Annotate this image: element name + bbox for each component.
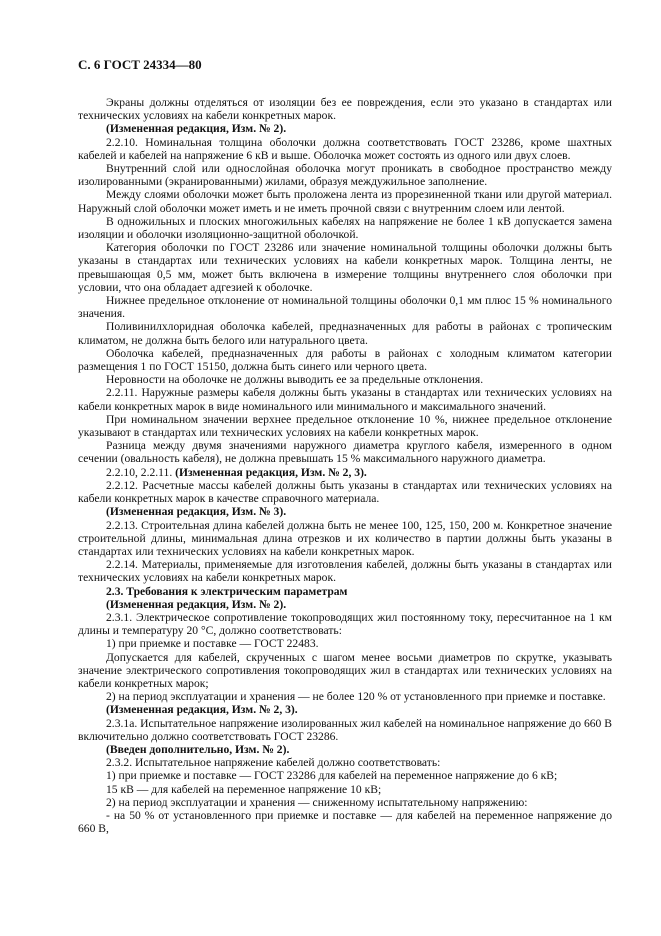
paragraph: Поливинилхлоридная оболочка кабелей, предназначенных для работы в районах с тропическим климатом, не должна быть белого или натурального цвета. [78, 320, 612, 347]
clause-2-3-1: 2.3.1. Электрическое сопротивление токопроводящих жил постоянному току, пересчитанное на 1 км длины и температуру 20 °С, должно соответствовать: [78, 610, 612, 638]
paragraph: Неровности на оболочке не должны выводить ее за предельные отклонения. [106, 373, 484, 387]
amendment-note: (Измененная редакция, Изм. № 2, 3). [106, 703, 298, 717]
list-item: 2) на период эксплуатации и хранения — не более 120 % от установленного при приемке и поставке. [106, 690, 606, 704]
paragraph: Между слоями оболочки может быть проложена лента из прорезиненной ткани или другой материал. Наружный слой оболочки может иметь и не иметь прочной связи с внутренним слоем или лентой. [78, 188, 612, 215]
list-item: 15 кВ — для кабелей на переменное напряжение 10 кВ; [106, 782, 382, 796]
section-heading: 2.3. Требования к электрическим параметрам [106, 584, 348, 598]
clause-2-3-2: 2.3.2. Испытательное напряжение кабелей должно соответствовать: [106, 756, 441, 770]
list-item: 2) на период эксплуатации и хранения — сниженному испытательному напряжению: [106, 795, 528, 809]
page-header: С. 6 ГОСТ 24334—80 [78, 57, 202, 72]
clause-ref: 2.2.10, 2.2.11. [106, 465, 176, 479]
clause-2-2-14: 2.2.14. Материалы, применяемые для изготовления кабелей, должны быть указаны в стандартах или технических условиях на кабели конкретных марок. [78, 558, 612, 585]
amendment-note: (Измененная редакция, Изм. № 2). [106, 597, 287, 611]
paragraph: Допускается для кабелей, скрученных с шагом менее восьми диаметров по скрутке, указывать значение электрического сопротивления токопроводящих жил в стандартах или технических условиях на кабели конкретных марок; [78, 650, 612, 690]
paragraph: В одножильных и плоских многожильных кабелях на напряжение не более 1 кВ допускается замена изоляции и оболочки изоляционно-защитной оболочкой. [78, 214, 612, 242]
amendment-note: (Измененная редакция, Изм. № 2, 3). [175, 465, 367, 479]
paragraph: Нижнее предельное отклонение от номинальной толщины оболочки 0,1 мм плюс 15 % номинального значения. [78, 294, 612, 321]
clause-2-3-1a: 2.3.1а. Испытательное напряжение изолированных жил кабелей на номинальное напряжение до 660 В включительно должно соответствовать ГОСТ 23286. [78, 716, 612, 743]
list-item: 1) при приемке и поставке — ГОСТ 23286 для кабелей на переменное напряжение до 6 кВ; [106, 769, 558, 783]
paragraph: При номинальном значении верхнее предельное отклонение 10 %, нижнее предельное отклонение указывают в стандартах или технических условиях на кабели конкретных марок. [78, 412, 612, 440]
amendment-line [78, 466, 612, 479]
paragraph: Категория оболочки по ГОСТ 23286 или значение номинальной толщины оболочки должны быть указаны в стандартах или технических условиях на кабели конкретных марок. Толщина ленты, не превышающая 0,5 мм, может быть включена в измерение толщины внутреннего слоя оболочки при условии, что она обладает адгезией к оболочке. [78, 241, 612, 294]
document-body [78, 96, 612, 835]
clause-2-2-12: 2.2.12. Расчетные массы кабелей должны быть указаны в стандартах или технических условиях на кабели конкретных марок в качестве справочного материала. [78, 478, 612, 506]
list-item: 1) при приемке и поставке — ГОСТ 22483. [106, 637, 319, 651]
paragraph: Внутренний слой или однослойная оболочка могут проникать в свободное пространство между изолированными (экранированными) жилами, образуя междужильное заполнение. [78, 162, 612, 189]
paragraph: Оболочка кабелей, предназначенных для работы в районах с холодным климатом категории размещения 1 по ГОСТ 15150, должна быть синего или черного цвета. [78, 346, 612, 374]
clause-2-2-10: 2.2.10. Номинальная толщина оболочки должна соответствовать ГОСТ 23286, кроме шахтных кабелей и кабелей на напряжение 6 кВ и выше. Оболочка может состоять из одного или двух слоев. [78, 135, 612, 162]
paragraph: Разница между двумя значениями наружного диаметра круглого кабеля, измеренного в одном сечении (овальность кабеля), не должна превышать 15 % максимального наружного диаметра. [78, 439, 612, 466]
amendment-note: (Введен дополнительно, Изм. № 2). [106, 742, 290, 756]
paragraph: Экраны должны отделяться от изоляции без ее повреждения, если это указано в стандартах или технических условиях на кабели конкретных марок. [78, 96, 612, 123]
clause-2-2-13: 2.2.13. Строительная длина кабелей должна быть не менее 100, 125, 150, 200 м. Конкретное значение строительной длины, минимальная длина отрезков и их количество в партии должны быть указаны в стандартах или технических условиях на кабели конкретных марок. [78, 518, 612, 558]
list-item: - на 50 % от установленного при приемке и поставке — для кабелей на переменное напряжение до 660 В, [78, 808, 612, 836]
amendment-note: (Измененная редакция, Изм. № 3). [106, 505, 287, 519]
clause-2-2-11: 2.2.11. Наружные размеры кабеля должны быть указаны в стандартах или технических условиях на кабели конкретных марок в виде номинального или минимального и максимального значений. [78, 386, 612, 413]
amendment-note: (Измененная редакция, Изм. № 2). [106, 122, 287, 136]
